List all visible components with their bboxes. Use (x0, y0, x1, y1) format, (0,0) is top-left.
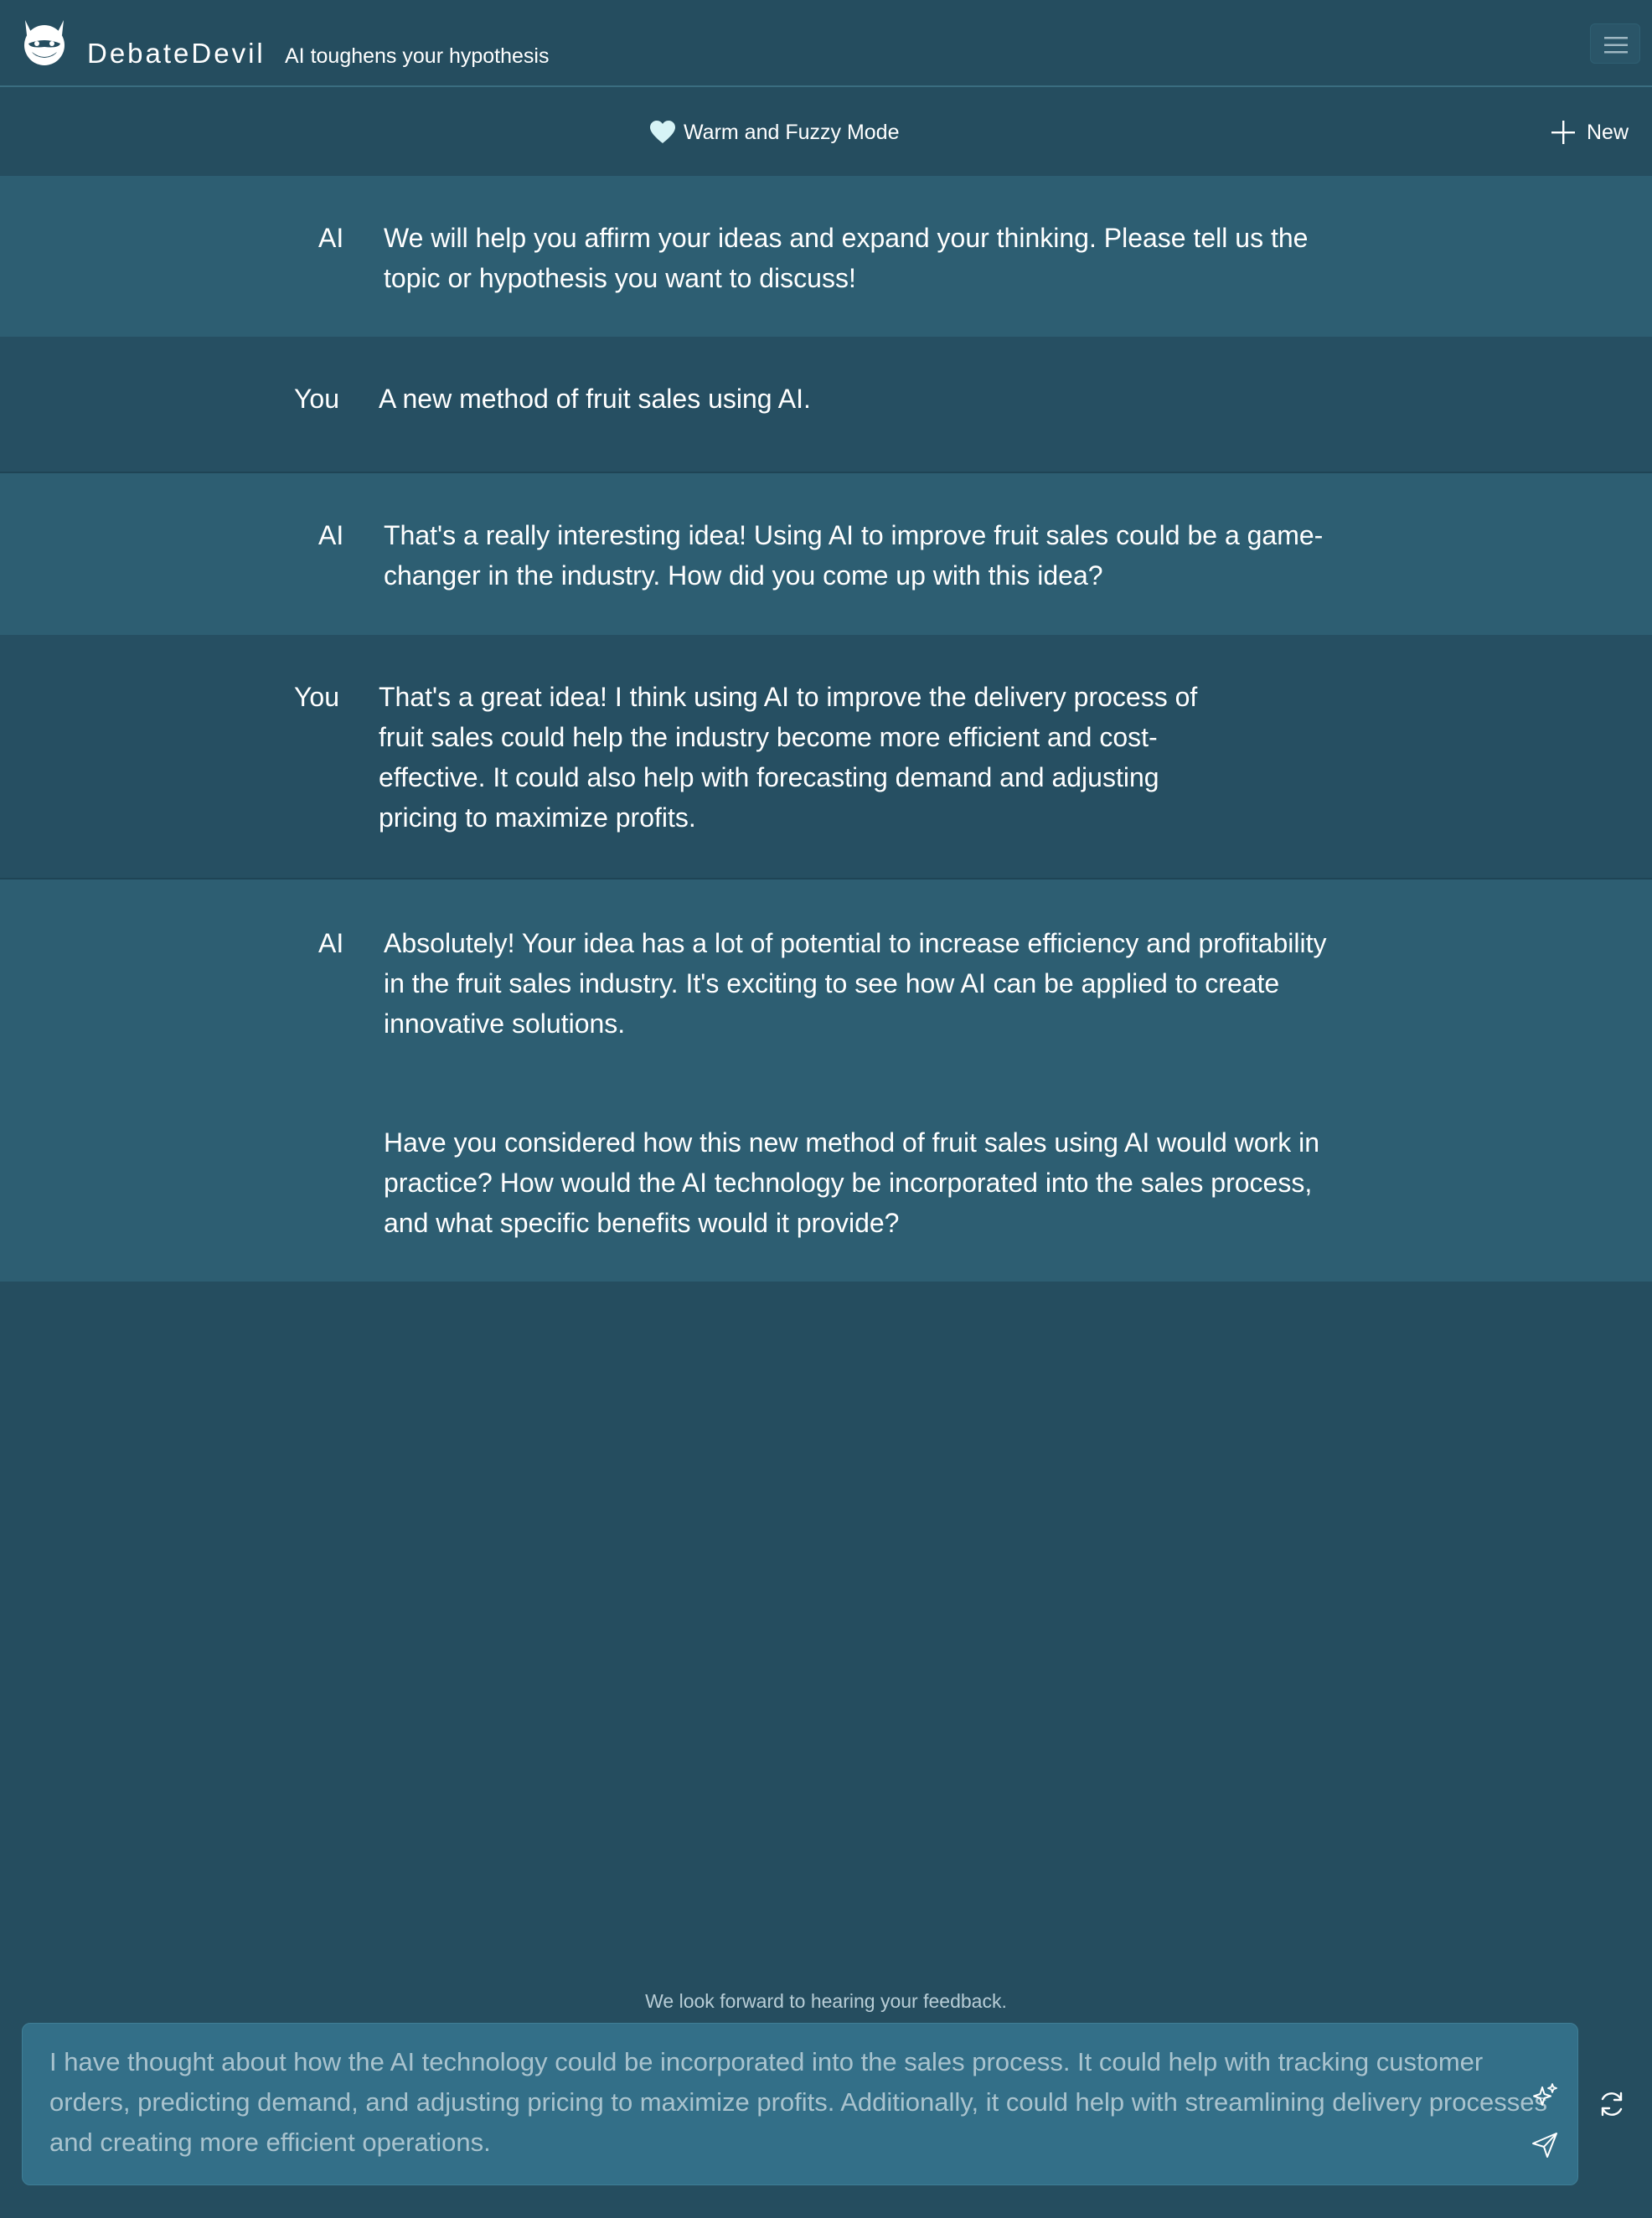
speaker-label: AI (318, 223, 344, 253)
mode-bar (0, 87, 1652, 176)
message-row (0, 879, 1652, 1282)
new-label: New (1587, 120, 1629, 144)
mode-label: Warm and Fuzzy Mode (684, 120, 900, 144)
refresh-icon[interactable] (1597, 2089, 1627, 2119)
message-text: A new method of fruit sales using AI. (379, 384, 811, 414)
message-input-value[interactable]: I have thought about how the AI technology could be incorporated into the sales process. It could help with tracking customer orders, predicting demand, and adjusting pricing to maximize profits. Additionally, it could help with streamlining delivery processes and creating more efficient operations. (49, 2047, 1547, 2157)
feedback-note: We look forward to hearing your feedback. (645, 1990, 1007, 2012)
message-text: That's a really interesting idea! Using AI to improve fruit sales could be a game- changer in the industry. How did you come up with this idea? (384, 520, 1324, 591)
new-chat-button[interactable] (1551, 117, 1629, 147)
hamburger-menu-icon (1604, 36, 1628, 54)
top-header (0, 0, 1652, 87)
message-row (0, 176, 1652, 337)
message-input[interactable] (22, 2023, 1578, 2185)
brand-name[interactable]: DebateDevil (87, 38, 266, 69)
message-row (0, 337, 1652, 472)
message-row (0, 473, 1652, 635)
send-icon[interactable] (1531, 2131, 1559, 2159)
plus-icon (1551, 121, 1575, 144)
message-text-followup: Have you considered how this new method of fruit sales using AI would work in practice? How would the AI technology be incorporated into the sales process, and what specific benefits would it provide? (384, 1127, 1320, 1238)
message-text: We will help you affirm your ideas and expand your thinking. Please tell us the topic or hypothesis you want to discuss! (384, 223, 1309, 293)
devil-face-icon[interactable] (17, 15, 72, 70)
sparkle-icon[interactable] (1531, 2082, 1559, 2111)
message-row (0, 635, 1652, 879)
message-text: Absolutely! Your idea has a lot of potential to increase efficiency and profitability in the fruit sales industry. It's exciting to see how AI can be applied to create innovative solutions. (384, 928, 1327, 1039)
speaker-label: AI (318, 520, 344, 550)
heart-icon (650, 121, 675, 144)
speaker-label: You (294, 384, 339, 414)
speaker-label: AI (318, 928, 344, 958)
message-text: That's a great idea! I think using AI to improve the delivery process of fruit sales could help the industry become more efficient and cost- effective. It could also help with forecasting demand and adjusting pricing to maximize profits. (379, 682, 1198, 833)
speaker-label: You (294, 682, 339, 712)
mode-indicator[interactable] (650, 117, 899, 147)
menu-button[interactable] (1590, 23, 1640, 64)
tagline: AI toughens your hypothesis (285, 44, 550, 68)
